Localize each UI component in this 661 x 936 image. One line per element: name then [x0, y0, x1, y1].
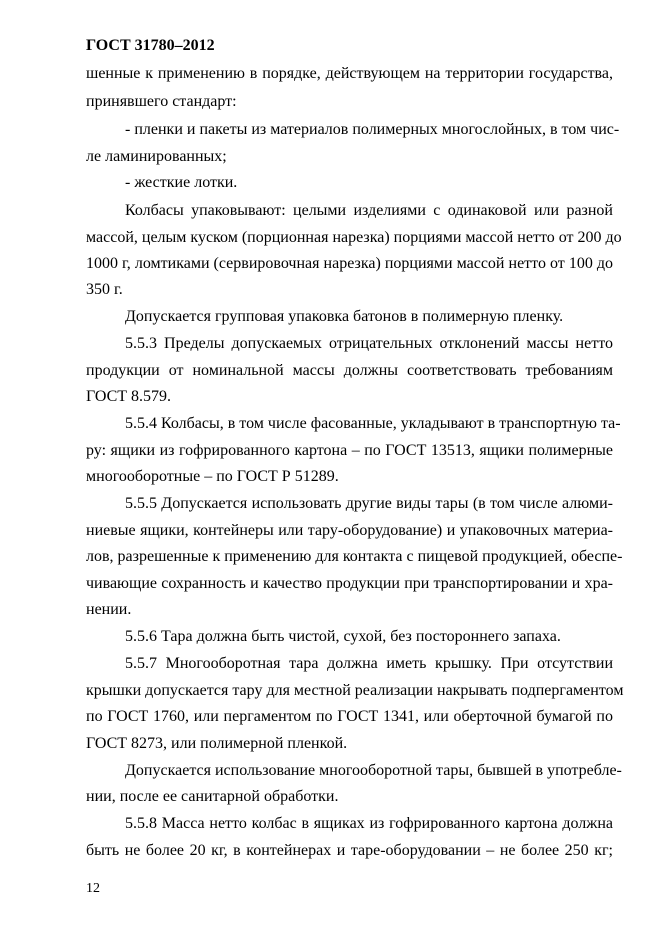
list-item: - жесткие лотки. [125, 174, 238, 191]
section-5-5-8: 5.5.8 Масса нетто колбас в ящиках из гофрированного картона должна [125, 815, 613, 832]
text-line: лов, разрешенные к применению для контакта с пищевой продукцией, обеспе- [86, 548, 623, 565]
text-line: ГОСТ 8273, или полимерной пленкой. [86, 735, 348, 752]
text-line: ГОСТ 8.579. [86, 388, 172, 405]
section-5-5-6: 5.5.6 Тара должна быть чистой, сухой, без постороннего запаха. [125, 628, 561, 645]
text-line: крышки допускается тару для местной реализации накрывать подпергаментом [86, 682, 624, 699]
text-line: ле ламинированных; [86, 148, 227, 165]
list-item: - пленки и пакеты из материалов полимерных многослойных, в том чис- [125, 121, 620, 138]
text-line: принявшего стандарт: [86, 93, 237, 110]
section-5-5-3: 5.5.3 Пределы допускаемых отрицательных отклонений массы нетто [125, 335, 613, 352]
section-5-5-4: 5.5.4 Колбасы, в том числе фасованные, укладывают в транспортную та- [125, 415, 621, 432]
paragraph-line: Допускается групповая упаковка батонов в полимерную пленку. [125, 308, 564, 325]
section-5-5-5: 5.5.5 Допускается использовать другие виды тары (в том числе алюми- [125, 495, 613, 512]
text-line: многооборотные – по ГОСТ Р 51289. [86, 468, 339, 485]
text-line: нении. [86, 601, 132, 618]
page-number: 12 [86, 881, 100, 896]
text-line: чивающие сохранность и качество продукции при транспортировании и хра- [86, 575, 613, 592]
text-line: быть не более 20 кг, в контейнерах и таре-оборудовании – не более 250 кг; [86, 842, 613, 859]
text-line: шенные к применению в порядке, действующем на территории государства, [86, 65, 613, 82]
text-line: 350 г. [86, 281, 123, 298]
text-line: по ГОСТ 1760, или пергаментом по ГОСТ 1341, или оберточной бумагой по [86, 708, 613, 725]
text-line: 1000 г, ломтиками (сервировочная нарезка) порциями массой нетто от 100 до [86, 255, 613, 272]
section-5-5-7: 5.5.7 Многооборотная тара должна иметь крышку. При отсутствии [125, 655, 613, 672]
text-line: продукции от номинальной массы должны соответствовать требованиям [86, 362, 613, 379]
text-line: массой, целым куском (порционная нарезка) порциями массой нетто от 200 до [86, 229, 622, 246]
text-line: ру: ящики из гофрированного картона – по ГОСТ 13513, ящики полимерные [86, 442, 613, 459]
text-line: ниевые ящики, контейнеры или тару-оборудование) и упаковочных материа- [86, 522, 613, 539]
text-line: нии, после ее санитарной обработки. [86, 788, 339, 805]
paragraph-line: Колбасы упаковывают: целыми изделиями с одинаковой или разной [125, 202, 613, 219]
paragraph-line: Допускается использование многооборотной тары, бывшей в употребле- [125, 762, 622, 779]
document-header: ГОСТ 31780–2012 [86, 37, 215, 54]
